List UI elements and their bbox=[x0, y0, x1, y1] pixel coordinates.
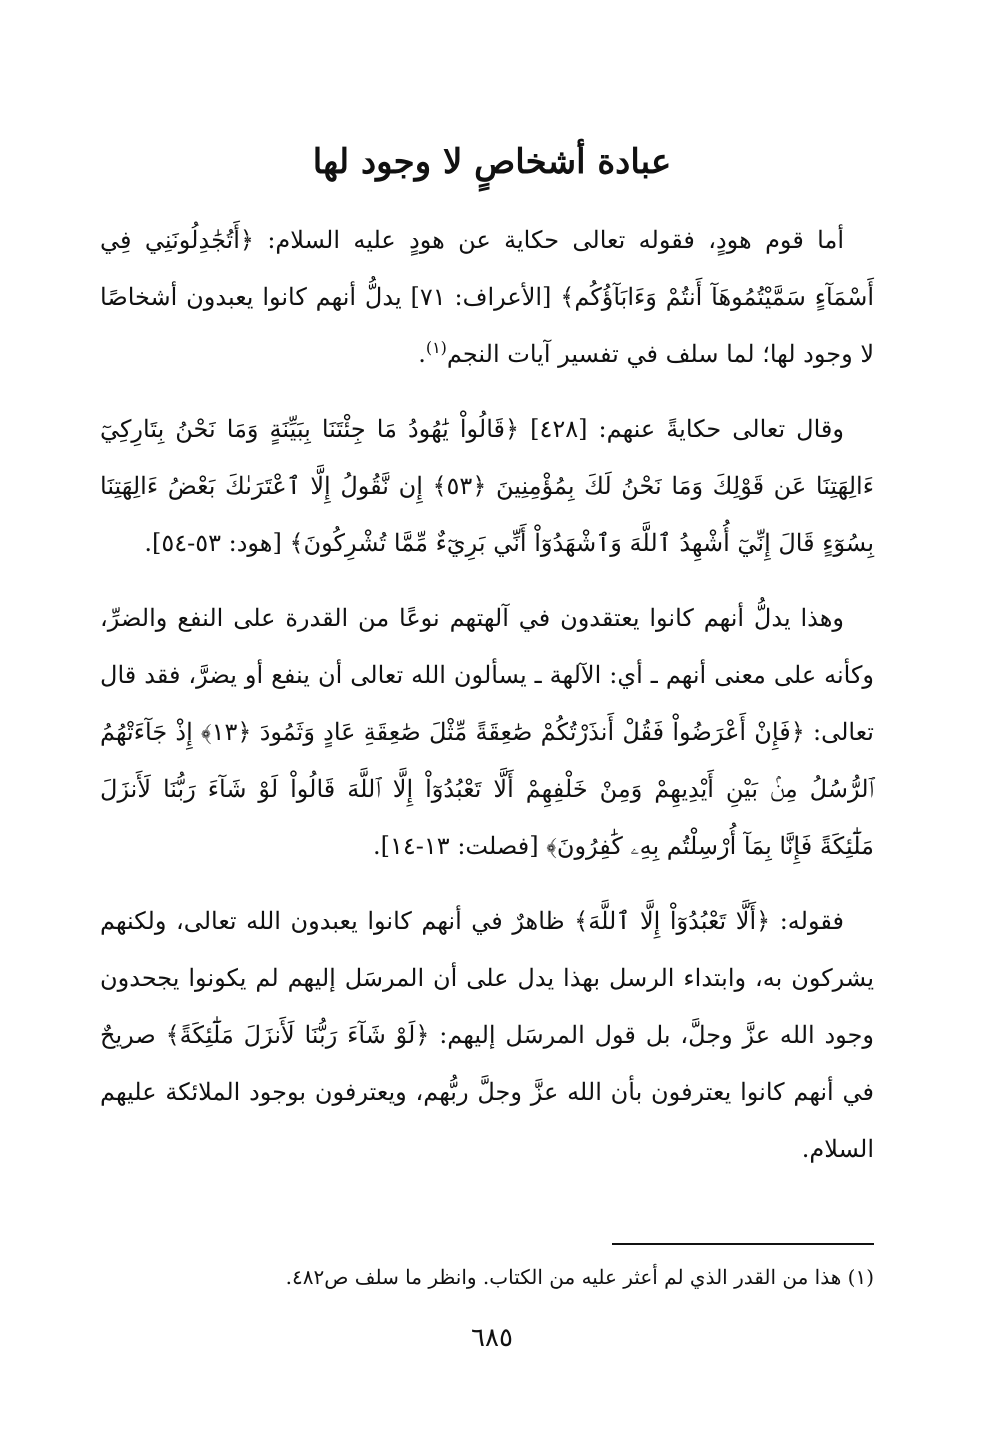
footnote-divider bbox=[612, 1243, 874, 1245]
page-number: ٦٨٥ bbox=[471, 1323, 513, 1353]
footnote-marker: (١) bbox=[425, 338, 447, 357]
paragraph-1-end: . bbox=[418, 340, 426, 368]
paragraph-3: وهذا يدلُّ أنهم كانوا يعتقدون في آلهتهم نوعًا من القدرة على النفع والضرِّ، وكأنه على معنى أنهم ـ أي: الآلهة ـ يسألون الله تعالى أن ينفع أو يضرَّ، فقد قال تعالى: ﴿فَإِنْ أَعْرَضُواْ فَقُلْ أَنذَرْتُكُمْ صَٰعِقَةً مِّثْلَ صَٰعِقَةِ عَادٍ وَثَمُودَ ﴿١٣﴾ إِذْ جَآءَتْهُمُ ٱلرُّسُلُ مِنۢ بَيْنِ أَيْدِيهِمْ وَمِنْ خَلْفِهِمْ أَلَّا تَعْبُدُوٓاْ إِلَّا ٱللَّهَ قَالُواْ لَوْ شَآءَ رَبُّنَا لَأَنزَلَ مَلَٰٓئِكَةً فَإِنَّا بِمَآ أُرْسِلْتُم بِهِۦ كَٰفِرُونَ﴾ [فصلت: ١٣-١٤]. bbox=[100, 604, 874, 860]
paragraph-1 bbox=[100, 212, 874, 383]
paragraph-1-text: أما قوم هودٍ، فقوله تعالى حكاية عن هودٍ عليه السلام: ﴿أَتُجَٰدِلُونَنِي فِي أَسْمَآءٍ سَمَّيْتُمُوهَآ أَنتُمْ وَءَابَآؤُكُم﴾ [الأعراف: ٧١] يدلُّ أنهم كانوا يعبدون أشخاصًا لا وجود لها؛ لما سلف في تفسير آيات النجم bbox=[100, 226, 874, 368]
footnote: (١) هذا من القدر الذي لم أعثر عليه من الكتاب. وانظر ما سلف ص٤٨٢. bbox=[285, 1265, 874, 1289]
body-text bbox=[100, 212, 874, 1196]
page-title: عبادة أشخاصٍ لا وجود لها bbox=[312, 142, 672, 182]
paragraph-4: فقوله: ﴿أَلَّا تَعْبُدُوٓاْ إِلَّا ٱللَّهَ﴾ ظاهرٌ في أنهم كانوا يعبدون الله تعالى، ولكنهم يشركون به، وابتداء الرسل بهذا يدل على أن المرسَل إليهم لم يكونوا يجحدون وجود الله عزَّ وجلَّ، بل قول المرسَل إليهم: ﴿لَوْ شَآءَ رَبُّنَا لَأَنزَلَ مَلَٰٓئِكَةً﴾ صريحٌ في أنهم كانوا يعترفون بأن الله عزَّ وجلَّ ربُّهم، ويعترفون بوجود الملائكة عليهم السلام. bbox=[100, 907, 874, 1163]
paragraph-2: وقال تعالى حكايةً عنهم: [٤٢٨] ﴿قَالُواْ يَٰهُودُ مَا جِئْتَنَا بِبَيِّنَةٍ وَمَا نَحْنُ بِتَارِكِيٓ ءَالِهَتِنَا عَن قَوْلِكَ وَمَا نَحْنُ لَكَ بِمُؤْمِنِينَ ﴿٥٣﴾ إِن نَّقُولُ إِلَّا ٱعْتَرَىٰكَ بَعْضُ ءَالِهَتِنَا بِسُوٓءٍ قَالَ إِنِّيٓ أُشْهِدُ ٱللَّهَ وَٱشْهَدُوٓاْ أَنِّي بَرِيٓءٌ مِّمَّا تُشْرِكُونَ﴾ [هود: ٥٣-٥٤]. bbox=[100, 415, 875, 557]
